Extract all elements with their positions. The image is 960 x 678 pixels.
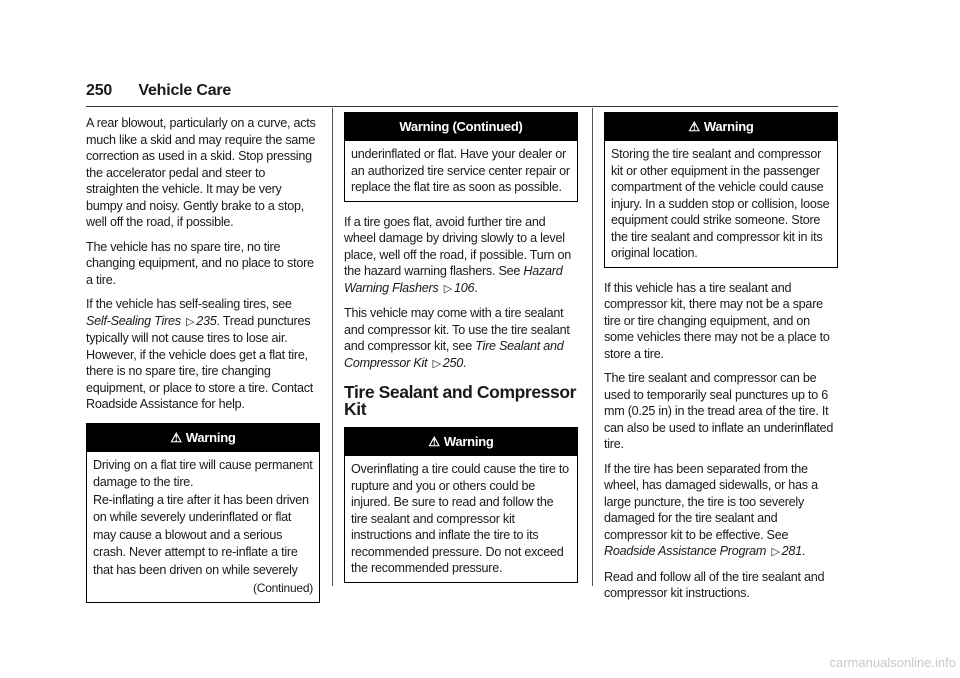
link-roadside-assistance[interactable]: Roadside Assistance Program — [604, 544, 767, 558]
warning-header: ⚠ Warning — [87, 424, 319, 452]
link-self-sealing-tires[interactable]: Self-Sealing Tires — [86, 313, 181, 328]
column-divider-2 — [592, 108, 593, 586]
warning-triangle-icon: ⚠ — [428, 434, 440, 449]
warning-header: ⚠ Warning — [345, 428, 577, 456]
paragraph-seal-punctures: The tire sealant and compressor can be used to temporarily seal punctures up to 6 mm (0.25 in) in the tread area of the tire. It can also be used to inflate an underinflated tire. — [604, 371, 834, 451]
column-3 — [604, 108, 838, 610]
watermark-text: carmanualsonline.info — [829, 655, 956, 670]
paragraph-no-spare: The vehicle has no spare tire, no tire changing equipment, and no place to store a tire. — [86, 239, 314, 287]
warning-header: ⚠ Warning — [605, 113, 837, 141]
warning-box-continued — [344, 112, 578, 202]
paragraph-read-instructions: Read and follow all of the tire sealant and compressor kit instructions. — [604, 569, 825, 600]
paragraph-self-sealing: If the vehicle has self-sealing tires, see Self-Sealing Tires ▷ 235. Tread punctures typically will not cause tires to lose air. However, if the vehicle does get a flat tire, there is no spare tire, tire changing equipment, or place to store a tire. Contact Roadside Assistance for help. — [86, 297, 314, 411]
paragraph-kit-no-spare: If this vehicle has a tire sealant and compressor kit, there may not be a spare tire or tire changing equipment, and on some vehicles there may not be a place to store a tire. — [604, 280, 830, 361]
warning-box-flat-tire — [86, 423, 320, 604]
paragraph-rear-blowout: A rear blowout, particularly on a curve, acts much like a skid and may require the same correction as used in a skid. Stop pressing the accelerator pedal and steer to straighten the vehicle. It may be very bumpy and noisy. Gently brake to a stop, well off the road, if possible. — [86, 116, 316, 229]
page-header — [86, 82, 838, 100]
warning-body: Driving on a flat tire will cause permanent damage to the tire. Re-inflating a tire after it has been driven on while severely underinflated or flat may cause a blowout and a serious crash. Never attempt to re-inflate a tire that has been driven on while severely (Continued) — [87, 452, 319, 603]
warning-body: Storing the tire sealant and compressor kit or other equipment in the passenger compartment of the vehicle could cause injury. In a sudden stop or collision, loose equipment could strike someone. Store the tire sealant and compressor kit in its original location. — [611, 147, 830, 260]
warning-box-storing-kit — [604, 112, 838, 268]
paragraph-too-damaged: If the tire has been separated from the wheel, has damaged sidewalls, or has a large puncture, the tire is too severely damaged for the tire sealant and compressor kit to be effective. See Roadside Assistance Program ▷ 281. — [604, 461, 818, 558]
page-reference-arrow-icon: ▷ — [443, 282, 452, 295]
header-divider — [86, 106, 838, 107]
column-divider-1 — [332, 108, 333, 586]
warning-body: underinflated or flat. Have your dealer or an authorized tire service center repair or replace the flat tire as soon as possible. — [351, 147, 570, 194]
warning-header: Warning (Continued) — [345, 113, 577, 141]
paragraph-flat-tire: If a tire goes flat, avoid further tire and wheel damage by driving slowly to a level place, well off the road, if possible. Turn on the hazard warning flashers. See Hazard Warning Flashers ▷ 106. — [344, 214, 571, 295]
continued-label: (Continued) — [253, 580, 313, 595]
link-tire-sealant-kit[interactable]: Tire Sealant and Compressor Kit — [344, 339, 564, 370]
page-reference-arrow-icon: ▷ — [771, 546, 780, 558]
page-number: 250 — [86, 82, 113, 99]
link-hazard-warning-flashers[interactable]: Hazard Warning Flashers — [344, 264, 563, 295]
column-2 — [344, 108, 578, 595]
section-heading: Tire Sealant and Compressor Kit — [344, 382, 577, 419]
warning-body: Overinflating a tire could cause the tire to rupture and you or others could be injured. Be sure to read and follow the tire sealant and compressor kit instructions and inflate the tire to its recommended pressure. Do not exceed the recommended pressure. — [351, 462, 569, 575]
column-1 — [86, 108, 320, 615]
warning-triangle-icon: ⚠ — [170, 429, 182, 445]
warning-triangle-icon: ⚠ — [688, 119, 700, 134]
page-reference-arrow-icon: ▷ — [186, 315, 195, 328]
page-ref-number[interactable]: 235 — [196, 313, 217, 328]
section-title: Vehicle Care — [138, 82, 232, 99]
warning-box-overinflating — [344, 427, 578, 583]
paragraph-sealant-kit: This vehicle may come with a tire sealant and compressor kit. To use the tire sealant and compressor kit, see Tire Sealant and Compressor Kit ▷ 250. — [344, 306, 570, 370]
page-reference-arrow-icon: ▷ — [432, 357, 441, 370]
